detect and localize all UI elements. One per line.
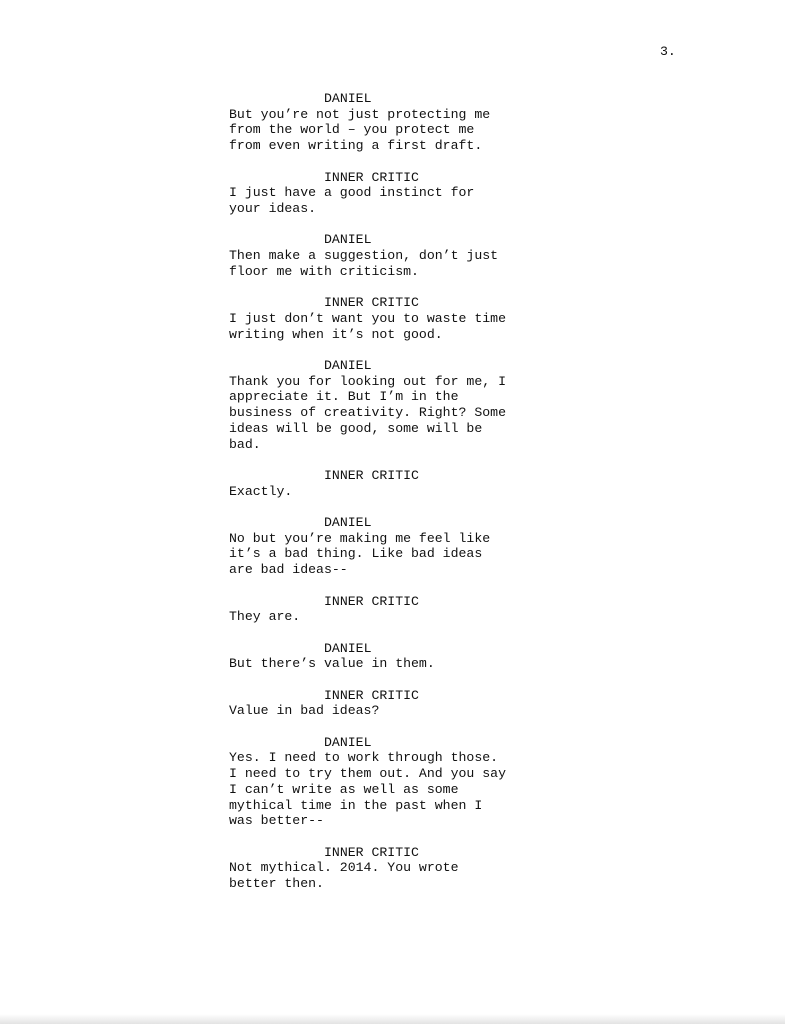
- dialogue-text: But there’s value in them.: [229, 656, 435, 672]
- dialogue-text: But you’re not just protecting me from the world – you protect me from even writing a first draft.: [229, 106, 491, 154]
- dialogue-block: [229, 688, 569, 719]
- character-name: DANIEL: [324, 734, 372, 750]
- character-name: INNER CRITIC: [324, 593, 419, 609]
- dialogue-text: Yes. I need to work through those. I need to try them out. And you say I can’t write as well as some mythical time in the past when I was better--: [229, 750, 506, 829]
- dialogue-block: [229, 468, 569, 499]
- dialogue-block: [229, 358, 569, 453]
- dialogue-block: [229, 735, 569, 830]
- dialogue-text: Then make a suggestion, don’t just floor me with criticism.: [229, 247, 499, 279]
- character-name: DANIEL: [324, 232, 372, 248]
- dialogue-block: [229, 91, 569, 154]
- character-name: DANIEL: [324, 640, 372, 656]
- character-name: DANIEL: [324, 515, 372, 531]
- character-name: INNER CRITIC: [324, 295, 419, 311]
- dialogue-text: Not mythical. 2014. You wrote better then.: [229, 860, 459, 892]
- screenplay-body: [229, 91, 569, 908]
- dialogue-text: Thank you for looking out for me, I appreciate it. But I’m in the business of creativity. Right? Some ideas will be good, some will be bad.: [229, 373, 506, 452]
- dialogue-block: [229, 515, 569, 578]
- character-name: DANIEL: [324, 357, 372, 373]
- character-name: INNER CRITIC: [324, 468, 419, 484]
- page-number: 3.: [660, 44, 676, 59]
- character-name: INNER CRITIC: [324, 687, 419, 703]
- dialogue-block: [229, 295, 569, 342]
- dialogue-text: No but you’re making me feel like it’s a bad thing. Like bad ideas are bad ideas--: [229, 530, 491, 578]
- dialogue-text: They are.: [229, 609, 301, 625]
- dialogue-text: I just don’t want you to waste time writing when it’s not good.: [229, 310, 506, 342]
- page-bottom-shadow: [0, 1014, 785, 1024]
- dialogue-text: I just have a good instinct for your ideas.: [229, 185, 475, 216]
- dialogue-block: [229, 845, 569, 892]
- character-name: INNER CRITIC: [324, 844, 419, 860]
- dialogue-text: Value in bad ideas?: [229, 703, 380, 719]
- character-name: INNER CRITIC: [324, 169, 419, 185]
- dialogue-text: Exactly.: [229, 483, 293, 499]
- dialogue-block: [229, 641, 569, 672]
- character-name: DANIEL: [324, 91, 372, 106]
- dialogue-block: [229, 232, 569, 279]
- dialogue-block: [229, 170, 569, 217]
- dialogue-block: [229, 594, 569, 625]
